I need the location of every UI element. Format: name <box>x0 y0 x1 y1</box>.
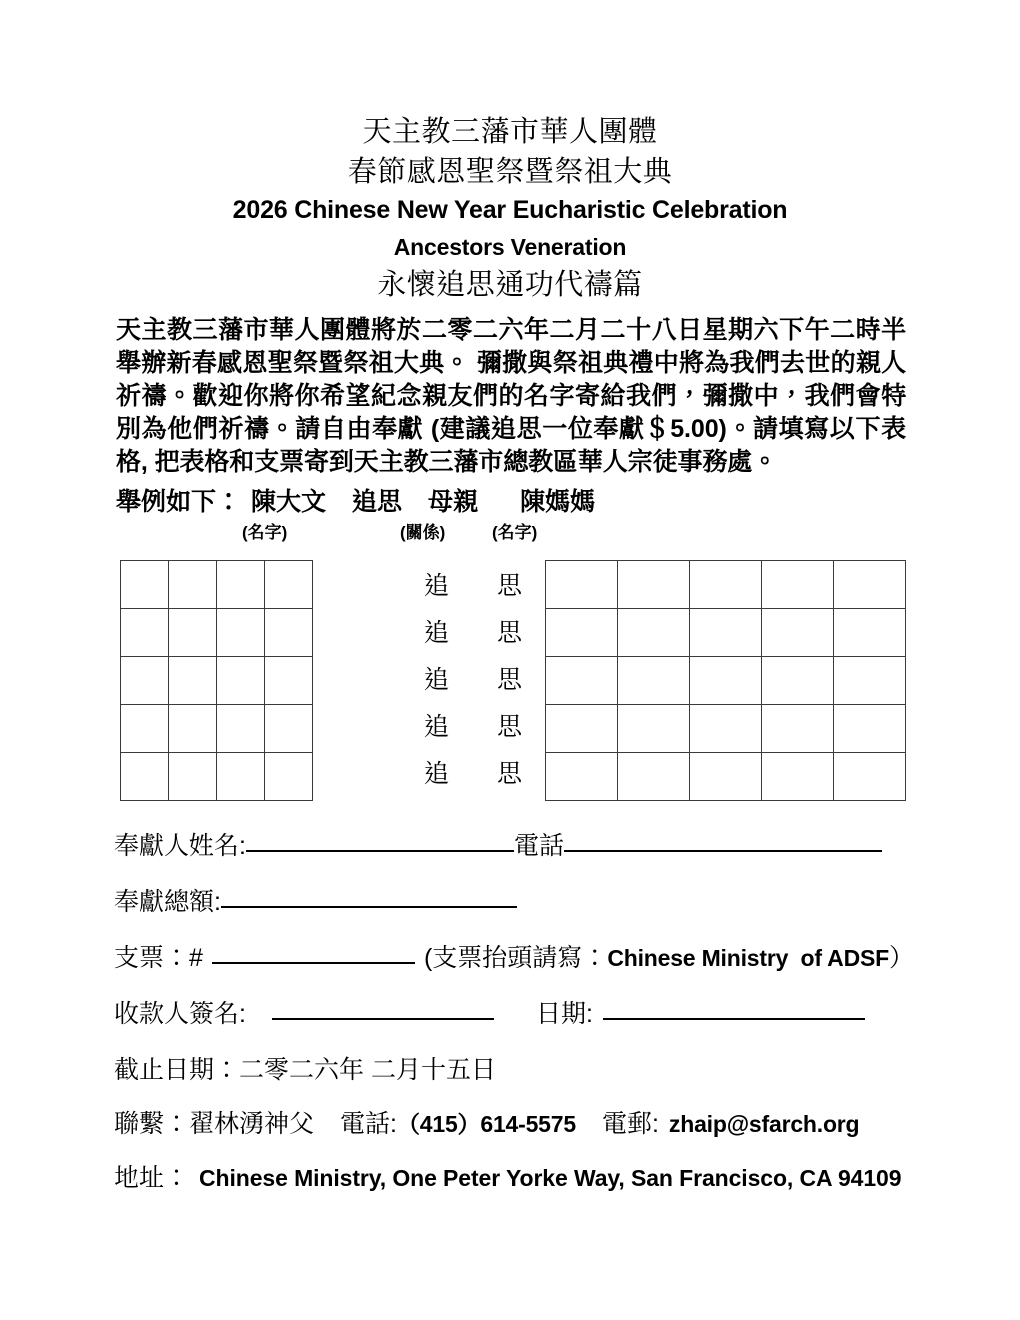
check-payee-note: (支票抬頭請寫： <box>423 944 608 972</box>
title-line-chinese-2: 春節感恩聖祭暨祭祖大典 <box>347 156 673 188</box>
name-cell[interactable] <box>265 657 313 705</box>
name-cell[interactable] <box>834 561 906 609</box>
name-cell[interactable] <box>121 561 169 609</box>
name-cell[interactable] <box>546 705 618 753</box>
title-line-chinese-3: 永懷追思通功代禱篇 <box>377 269 643 301</box>
name-cell[interactable] <box>265 609 313 657</box>
table-row <box>546 561 906 609</box>
check-number-input[interactable] <box>212 962 415 964</box>
check-payee-close-paren: ） <box>889 944 915 972</box>
contact-email-label: 電郵: <box>601 1110 659 1138</box>
veneration-char-si: 思 <box>496 665 522 694</box>
example-lead-label: 舉例如下： <box>116 488 242 516</box>
name-cell[interactable] <box>169 561 217 609</box>
total-amount-label: 奉獻總額: <box>114 888 221 916</box>
check-hash-symbol: # <box>189 944 203 972</box>
name-cell[interactable] <box>546 561 618 609</box>
example-donor-name: 陳大文 <box>251 488 327 516</box>
grid-left-body <box>121 561 313 801</box>
veneration-char-si: 思 <box>496 571 522 600</box>
name-grid-right[interactable] <box>545 560 906 801</box>
name-cell[interactable] <box>169 657 217 705</box>
check-payee-name: Chinese Ministry of ADSF <box>607 945 889 971</box>
phone-label: 電話 <box>513 832 564 860</box>
total-amount-input[interactable] <box>221 906 517 908</box>
name-cell[interactable] <box>834 609 906 657</box>
veneration-word-column <box>420 560 530 795</box>
veneration-char-si: 思 <box>496 712 522 741</box>
title-line-english-1: 2026 Chinese New Year Eucharistic Celebration <box>232 196 788 224</box>
table-row <box>546 609 906 657</box>
total-amount-row <box>114 882 914 918</box>
name-cell[interactable] <box>618 705 690 753</box>
example-ancestor-name: 陳媽媽 <box>520 488 596 516</box>
example-middle-word: 追思 <box>352 488 403 516</box>
name-cell[interactable] <box>690 561 762 609</box>
address-label: 地址： <box>114 1164 190 1192</box>
name-cell[interactable] <box>546 657 618 705</box>
table-row <box>121 561 313 609</box>
deadline-row <box>114 1050 914 1086</box>
donor-name-input[interactable] <box>246 850 514 852</box>
deadline-value: 二零二六年 二月十五日 <box>239 1056 496 1084</box>
name-cell[interactable] <box>690 609 762 657</box>
deadline-label: 截止日期： <box>114 1056 240 1084</box>
contact-row <box>114 1104 914 1140</box>
veneration-char-si: 思 <box>496 759 522 788</box>
veneration-char-zhui: 追 <box>424 712 450 741</box>
contact-phone-label: 電話: <box>340 1110 397 1138</box>
signature-label: 收款人簽名: <box>114 1000 246 1028</box>
name-cell[interactable] <box>762 753 834 801</box>
name-cell[interactable] <box>690 705 762 753</box>
name-cell[interactable] <box>217 657 265 705</box>
phone-input[interactable] <box>564 850 882 852</box>
name-cell[interactable] <box>217 561 265 609</box>
veneration-char-si: 思 <box>496 618 522 647</box>
name-cell[interactable] <box>265 705 313 753</box>
name-cell[interactable] <box>121 705 169 753</box>
name-cell[interactable] <box>762 657 834 705</box>
signature-input[interactable] <box>272 1018 494 1020</box>
table-row <box>546 657 906 705</box>
document-title-block <box>0 112 1020 305</box>
name-cell[interactable] <box>265 561 313 609</box>
address-value: Chinese Ministry, One Peter Yorke Way, San Francisco, CA 94109 <box>199 1165 902 1191</box>
veneration-word-row <box>420 654 530 701</box>
veneration-char-zhui: 追 <box>424 618 450 647</box>
contact-person-name: 翟林湧神父 <box>189 1110 315 1138</box>
body-paragraph: 天主教三藩市華人團體將於二零二六年二月二十八日星期六下午二時半舉辦新春感恩聖祭暨祭祖大典。 彌撒與祭祖典禮中將為我們去世的親人祈禱。歡迎你將你希望紀念親友們的名字寄給我們，彌撒中，我們會特別為他們祈禱。請自由奉獻 (建議追思一位奉獻＄5.00)。請填寫以下表格, 把表格和支票寄到天主教三藩市總教區華人宗徒事務處。 <box>116 316 906 476</box>
title-line-english-2: Ancestors Veneration <box>393 234 627 260</box>
name-cell[interactable] <box>762 561 834 609</box>
signature-row <box>114 994 914 1030</box>
veneration-char-zhui: 追 <box>424 571 450 600</box>
name-cell[interactable] <box>618 657 690 705</box>
example-line <box>116 482 595 518</box>
table-row <box>546 753 906 801</box>
name-cell[interactable] <box>169 609 217 657</box>
grid-right-body <box>546 561 906 801</box>
veneration-word-row <box>420 701 530 748</box>
name-cell[interactable] <box>169 705 217 753</box>
contact-phone-value: （415）614-5575 <box>396 1111 576 1137</box>
sub-label-name-1: (名字) <box>242 523 288 542</box>
name-cell[interactable] <box>762 705 834 753</box>
veneration-word-row <box>420 748 530 795</box>
name-cell[interactable] <box>690 657 762 705</box>
name-cell[interactable] <box>121 609 169 657</box>
name-grid-left[interactable] <box>120 560 313 801</box>
date-input[interactable] <box>603 1018 865 1020</box>
name-cell[interactable] <box>217 705 265 753</box>
veneration-word-row <box>420 560 530 607</box>
name-cell[interactable] <box>618 561 690 609</box>
table-row <box>121 705 313 753</box>
veneration-char-zhui: 追 <box>424 759 450 788</box>
contact-email-value[interactable]: zhaip@sfarch.org <box>668 1111 860 1137</box>
name-cell[interactable] <box>546 753 618 801</box>
name-cell[interactable] <box>762 609 834 657</box>
sub-label-relation: (關係) <box>400 523 446 542</box>
name-cell[interactable] <box>121 753 169 801</box>
check-number-row <box>114 938 914 974</box>
check-label: 支票： <box>114 944 190 972</box>
name-cell[interactable] <box>690 753 762 801</box>
example-sub-labels <box>116 518 676 544</box>
table-row <box>121 753 313 801</box>
table-row <box>121 657 313 705</box>
name-cell[interactable] <box>618 753 690 801</box>
name-cell[interactable] <box>265 753 313 801</box>
veneration-char-zhui: 追 <box>424 665 450 694</box>
veneration-word-row <box>420 607 530 654</box>
donor-name-label: 奉獻人姓名: <box>114 832 246 860</box>
sub-label-name-2: (名字) <box>492 523 538 542</box>
table-row <box>546 705 906 753</box>
name-cell[interactable] <box>834 657 906 705</box>
example-relation: 母親 <box>428 488 479 516</box>
form-area <box>114 826 914 1194</box>
donor-name-row <box>114 826 914 862</box>
name-cell[interactable] <box>217 753 265 801</box>
name-cell[interactable] <box>121 657 169 705</box>
date-label: 日期: <box>535 1000 593 1028</box>
address-row <box>114 1158 914 1194</box>
name-cell[interactable] <box>169 753 217 801</box>
name-cell[interactable] <box>217 609 265 657</box>
title-line-chinese-1: 天主教三藩市華人團體 <box>362 116 658 148</box>
contact-label: 聯繫： <box>114 1110 190 1138</box>
name-cell[interactable] <box>834 753 906 801</box>
table-row <box>121 609 313 657</box>
name-cell[interactable] <box>546 609 618 657</box>
name-cell[interactable] <box>618 609 690 657</box>
name-cell[interactable] <box>834 705 906 753</box>
